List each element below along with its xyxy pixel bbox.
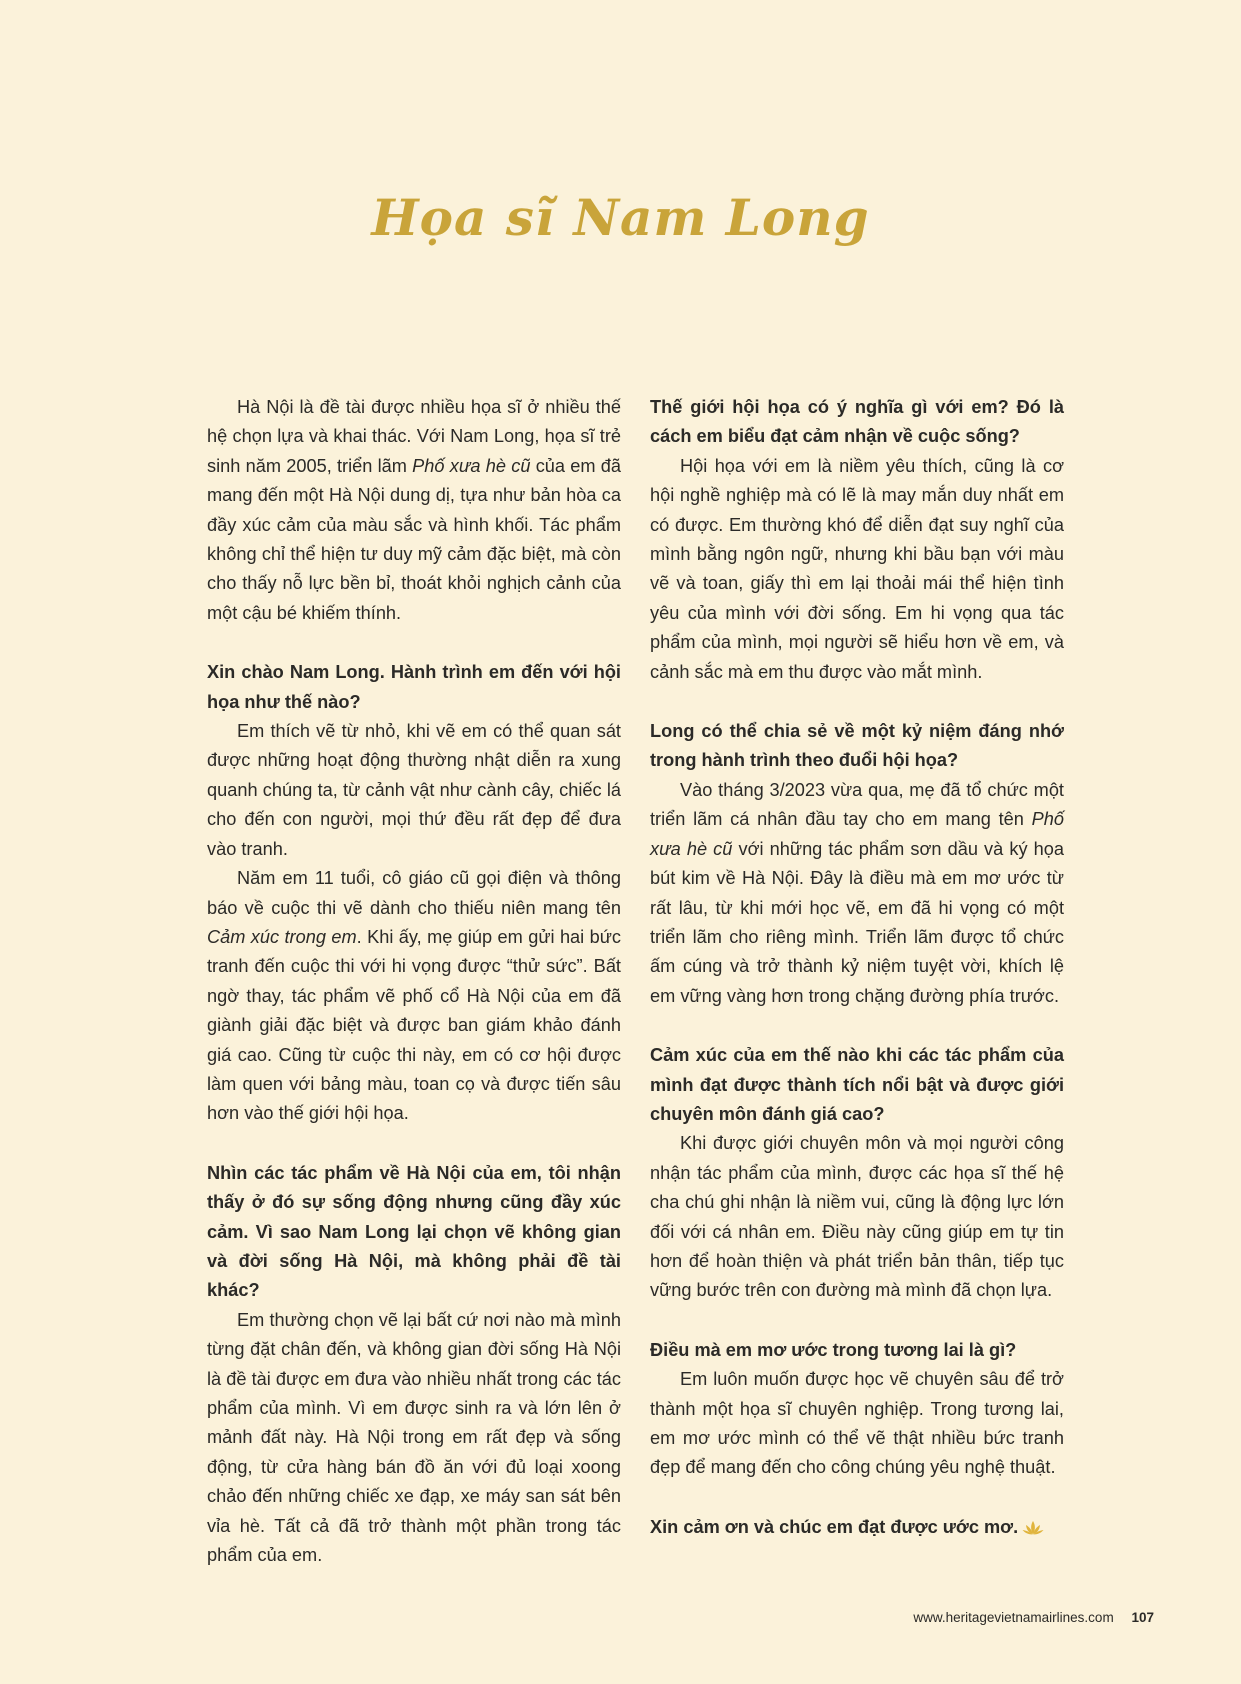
question-6: Điều mà em mơ ước trong tương lai là gì? [650,1339,1017,1360]
answer-4-text: Vào tháng 3/2023 vừa qua, mẹ đã tổ chức một triển lãm cá nhân đầu tay cho em mang tên [650,779,1064,830]
lotus-icon [1022,1516,1044,1545]
answer-3: Hội họa với em là niềm yêu thích, cũng là cơ hội nghề nghiệp mà có lẽ là may mắn duy nhất em có được. Em thường khó để diễn đạt suy nghĩ của mình bằng ngôn ngữ, nhưng khi bầu bạn với màu vẽ và toan, giấy thì em lại thoải mái thể hiện tình yêu của mình với đời sống. Em hi vọng qua tác phẩm của mình, mọi người sẽ hiểu hơn về em, và cảnh sắc mà em thu được vào mắt mình. [650,455,1064,682]
question-4: Long có thể chia sẻ về một kỷ niệm đáng nhớ trong hành trình theo đuổi hội họa? [650,721,1064,771]
page-number: 107 [1131,1610,1154,1625]
answer-1-paragraph-2 [207,864,621,1129]
answer-1-text-cont: . Khi ấy, mẹ giúp em gửi hai bức tranh đến cuộc thi với hi vọng được “thử sức”. Bất ngờ thay, tác phẩm vẽ phố cổ Hà Nội của em đã giành giải đặc biệt và được ban giám khảo đánh giá cao. Cũng từ cuộc thi này, em có cơ hội được làm quen với bảng màu, toan cọ và được tiến sâu hơn vào thế giới hội họa. [207,926,622,1124]
left-column [207,393,621,1570]
question-1: Xin chào Nam Long. Hành trình em đến với hội họa như thế nào? [207,662,621,712]
intro-text: Hà Nội là đề tài được nhiều họa sĩ ở nhiều thế hệ chọn lựa và khai thác. Với Nam Long, họa sĩ trẻ sinh năm 2005, triển lãm [207,397,621,476]
intro-text-cont: của em đã mang đến một Hà Nội dung dị, tựa như bản hòa ca đầy xúc cảm của màu sắc và hình khối. Tác phẩm không chỉ thể hiện tư duy mỹ cảm đặc biệt, mà còn cho thấy nỗ lực bền bỉ, thoát khỏi nghịch cảnh của một cậu bé khiếm thính. [207,455,622,623]
contest-title: Cảm xúc trong em [207,926,357,947]
answer-6: Em luôn muốn được học vẽ chuyên sâu để trở thành một họa sĩ chuyên nghiệp. Trong tương lai, em mơ ước mình có thể vẽ thật nhiều bức tranh đẹp để mang đến cho công chúng yêu nghệ thuật. [650,1369,1064,1478]
closing-text: Xin cảm ơn và chúc em đạt được ước mơ. [650,1516,1019,1537]
page-title: Họa sĩ Nam Long [371,188,870,247]
answer-4-text-cont: với những tác phẩm sơn dầu và ký họa bút kim về Hà Nội. Đây là điều mà em mơ ước từ rất lâu, từ khi mới học vẽ, em đã hi vọng có một triển lãm cho riêng mình. Triển lãm được tổ chức ấm cúng và trở thành kỷ niệm tuyệt vời, khích lệ em vững vàng hơn trong chặng đường phía trước. [650,838,1065,1006]
page-footer [913,1610,1154,1625]
answer-2: Em thường chọn vẽ lại bất cứ nơi nào mà mình từng đặt chân đến, và không gian đời sống Hà Nội là đề tài được em đưa vào nhiều nhất trong các tác phẩm của mình. Vì em được sinh ra và lớn lên ở mảnh đất này. Hà Nội trong em rất đẹp và sống động, từ cửa hàng bán đồ ăn với đủ loại xoong chảo đến những chiếc xe đạp, xe máy san sát bên vỉa hè. Tất cả đã trở thành một phần trong tác phẩm của em. [207,1309,621,1566]
question-2: Nhìn các tác phẩm về Hà Nội của em, tôi nhận thấy ở đó sự sống động nhưng cũng đầy xúc cảm. Vì sao Nam Long lại chọn vẽ không gian và đời sống Hà Nội, mà không phải đề tài khác? [207,1162,621,1301]
question-5: Cảm xúc của em thế nào khi các tác phẩm của mình đạt được thành tích nổi bật và được giới chuyên môn đánh giá cao? [650,1045,1064,1124]
exhibition-title-2: Phố xưa hè cũ [650,809,1064,859]
website-url: www.heritagevietnamairlines.com [913,1610,1114,1625]
closing-line [650,1513,1064,1545]
answer-5: Khi được giới chuyên môn và mọi người công nhận tác phẩm của mình, được các họa sĩ thế hệ cha chú ghi nhận là niềm vui, cũng là động lực lớn đối với cá nhân em. Điều này cũng giúp em tự tin hơn để hoàn thiện và phát triển bản thân, tiếp tục vững bước trên con đường mà mình đã chọn lựa. [650,1133,1064,1301]
right-column [650,393,1064,1545]
answer-1-paragraph-1: Em thích vẽ từ nhỏ, khi vẽ em có thể quan sát được những hoạt động thường nhật diễn ra xung quanh chúng ta, từ cảnh vật như cành cây, chiếc lá cho đến con người, mọi thứ đều rất đẹp để đưa vào tranh. [207,721,621,859]
intro-paragraph [207,393,621,628]
question-3: Thế giới hội họa có ý nghĩa gì với em? Đó là cách em biểu đạt cảm nhận về cuộc sống? [650,397,1064,447]
answer-4 [650,776,1064,1011]
answer-1-text: Năm em 11 tuổi, cô giáo cũ gọi điện và thông báo về cuộc thi vẽ dành cho thiếu niên mang tên [207,868,621,918]
exhibition-title: Phố xưa hè cũ [412,455,531,476]
